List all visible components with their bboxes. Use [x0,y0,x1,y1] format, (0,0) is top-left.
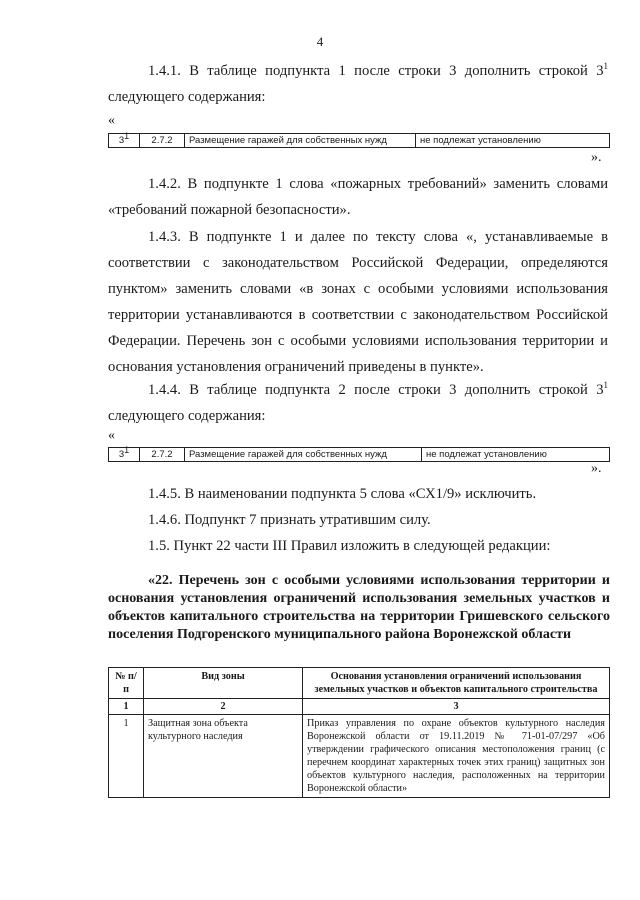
paragraph-1-5: 1.5. Пункт 22 части III Правил изложить в следующей редакции: [148,538,551,554]
paragraph-1-4-1-tail: следующего содержания: [108,89,266,105]
code-cell: 2.7.2 [140,134,185,148]
paragraph-1-4-4-text: 1.4.4. В таблице подпункта 2 после строки 3 дополнить строкой 3 [148,382,604,398]
paragraph-1-4-2: 1.4.2. В подпункте 1 слова «пожарных требований» заменить словами «требований пожарной безопасности». [108,176,608,218]
row-number: 1 [109,715,144,798]
paragraph-1-4-1 [108,58,608,110]
column-number: 2 [144,699,303,715]
page-number: 4 [316,34,324,49]
insert-row-table-2 [108,444,610,462]
table-header-row [109,668,610,699]
open-quote: « [108,428,115,443]
paragraph-1-4-3: 1.4.3. В подпункте 1 и далее по тексту слова «, устанавливаемые в соответствии с законодательством Российской Федерации, определяются пунктом» заменить словами «в зонах с особыми условиями использования территории устанавливаются в соответствии с законодательством Российской Федерации. Перечень зон с особыми условиями использования территории и основания установления ограничений приведены в пункте». [108,229,608,375]
zones-table [108,667,610,798]
limit-cell: не подлежат установлению [416,134,610,148]
column-number: 3 [303,699,610,715]
header-zone-type: Вид зоны [144,668,303,699]
superscript: 1 [603,380,608,391]
paragraph-1-4-6: 1.4.6. Подпункт 7 признать утратившим силу. [148,512,431,528]
section-heading: «22. Перечень зон с особыми условиями использования территории и основания установления ограничений использования земельных участков и объектов капитального строительства на территории Гришевского сельского поселения Подгоренского муниципального района Воронежской области [108,573,610,642]
close-quote: ». [591,461,602,476]
superscript: 1 [603,61,608,72]
code-cell: 2.7.2 [140,448,185,462]
restriction-basis: Приказ управления по охране объектов культурного наследия Воронежской области от 19.11.2019 № 71-01-07/297 «Об утверждении графического описания местоположения границ (с перечнем координат характерных точек этих границ) защитных зон объектов культурного наследия, расположенных на территории Воронежской области» [303,715,610,798]
paragraph-1-4-1-text: 1.4.1. В таблице подпункта 1 после строки 3 дополнить строкой 3 [148,63,604,79]
insert-row-table-1 [108,130,610,148]
open-quote: « [108,113,115,128]
header-number: № п/п [109,668,144,699]
column-number-row [109,699,610,715]
paragraph-1-4-5: 1.4.5. В наименовании подпункта 5 слова «СХ1/9» исключить. [148,486,537,502]
description-cell: Размещение гаражей для собственных нужд [185,448,422,462]
paragraph-1-4-4-tail: следующего содержания: [108,408,266,424]
limit-cell: не подлежат установлению [422,448,610,462]
header-basis: Основания установления ограничений использования земельных участков и объектов капитального строительства [303,668,610,699]
table-row [109,448,610,462]
table-row [109,134,610,148]
paragraph-1-4-4 [108,377,608,429]
close-quote: ». [591,150,602,165]
description-cell: Размещение гаражей для собственных нужд [185,134,416,148]
row-number-cell: $3^1$ [109,134,140,148]
column-number: 1 [109,699,144,715]
table-row [109,715,610,798]
zone-type: Защитная зона объекта культурного наследия [144,715,303,798]
row-number-cell: $3^1$ [109,448,140,462]
